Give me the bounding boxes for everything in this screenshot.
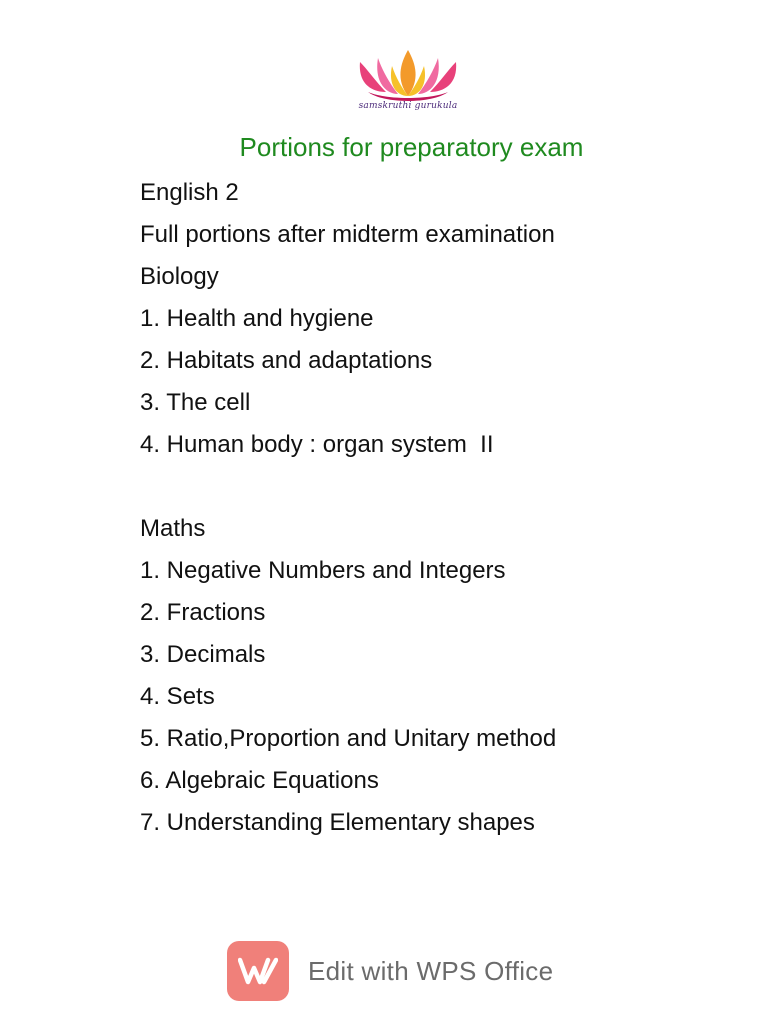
edit-with-wps-button[interactable] (227, 941, 553, 1001)
english-text: Full portions after midterm examination (140, 221, 555, 248)
list-item: 2. Habitats and adaptations (140, 347, 433, 374)
logo-caption: samskruthi gurukula (358, 101, 458, 111)
page-title: Portions for preparatory exam (239, 132, 584, 162)
english-heading: English 2 (140, 179, 239, 206)
list-item: 4. Sets (140, 683, 215, 710)
lotus-logo (346, 48, 470, 118)
list-item: 2. Fractions (140, 599, 266, 626)
list-item: 6. Algebraic Equations (140, 767, 379, 794)
biology-heading: Biology (140, 263, 219, 290)
list-item: 5. Ratio,Proportion and Unitary method (140, 725, 557, 752)
document-body (140, 172, 700, 844)
list-item: 3. The cell (140, 389, 251, 416)
spacer (140, 466, 700, 508)
list-item: 1. Negative Numbers and Integers (140, 557, 506, 584)
wps-logo-icon (227, 941, 289, 1001)
wps-label: Edit with WPS Office (308, 955, 554, 986)
list-item: 3. Decimals (140, 641, 266, 668)
list-item: 4. Human body : organ system II (140, 431, 494, 458)
list-item: 1. Health and hygiene (140, 305, 374, 332)
lotus-icon (346, 48, 470, 104)
list-item: 7. Understanding Elementary shapes (140, 809, 535, 836)
maths-heading: Maths (140, 515, 206, 542)
